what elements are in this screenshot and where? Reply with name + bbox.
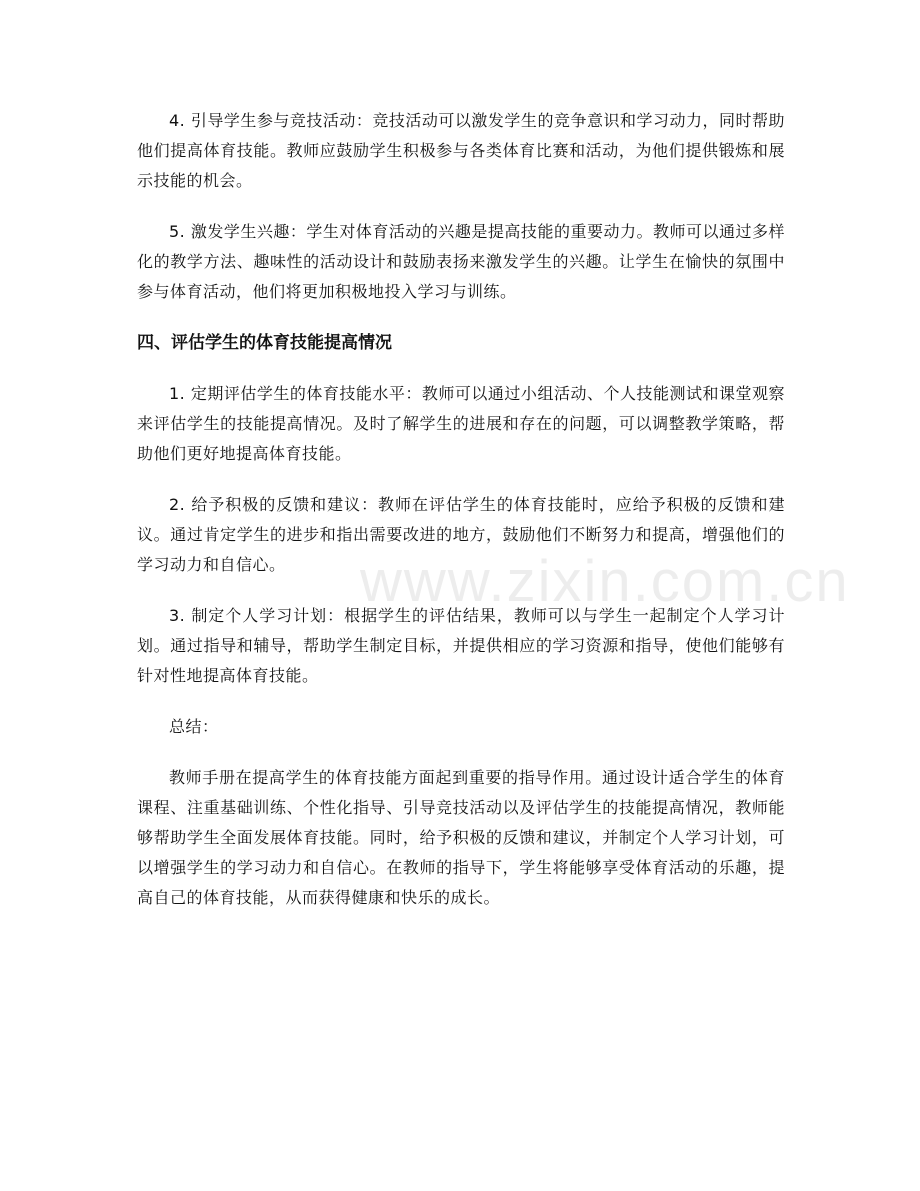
summary-paragraph: 教师手册在提高学生的体育技能方面起到重要的指导作用。通过设计适合学生的体育课程、注重基础训练、个性化指导、引导竞技活动以及评估学生的技能提高情况，教师能够帮助学生全面发展体育技能。同时，给予积极的反馈和建议，并制定个人学习计划，可以增强学生的学习动力和自信心。在教师的指导下，学生将能够享受体育活动的乐趣，提高自己的体育技能，从而获得健康和快乐的成长。 <box>137 768 785 907</box>
paragraph-eval-3: 3. 制定个人学习计划：根据学生的评估结果，教师可以与学生一起制定个人学习计划。通过指导和辅导，帮助学生制定目标，并提供相应的学习资源和指导，使他们能够有针对性地提高体育技能。 <box>137 606 785 685</box>
paragraph-eval-1: 1. 定期评估学生的体育技能水平：教师可以通过小组活动、个人技能测试和课堂观察来评估学生的技能提高情况。及时了解学生的进展和存在的问题，可以调整教学策略，帮助他们更好地提高体育技能。 <box>137 384 785 463</box>
paragraph-item-5: 5. 激发学生兴趣：学生对体育活动的兴趣是提高技能的重要动力。教师可以通过多样化的教学方法、趣味性的活动设计和鼓励表扬来激发学生的兴趣。让学生在愉快的氛围中参与体育活动，他们将更加积极地投入学习与训练。 <box>137 222 785 301</box>
summary-label: 总结： <box>169 717 219 736</box>
paragraph-eval-2: 2. 给予积极的反馈和建议：教师在评估学生的体育技能时，应给予积极的反馈和建议。通过肯定学生的进步和指出需要改进的地方，鼓励他们不断努力和提高，增强他们的学习动力和自信心。 <box>137 495 785 574</box>
watermark: www.zixin.com.cn <box>360 549 850 614</box>
paragraph-item-4: 4. 引导学生参与竞技活动：竞技活动可以激发学生的竞争意识和学习动力，同时帮助他们提高体育技能。教师应鼓励学生积极参与各类体育比赛和活动，为他们提供锻炼和展示技能的机会。 <box>137 111 785 190</box>
document-body <box>137 106 785 934</box>
section-heading: 四、评估学生的体育技能提高情况 <box>137 333 392 353</box>
